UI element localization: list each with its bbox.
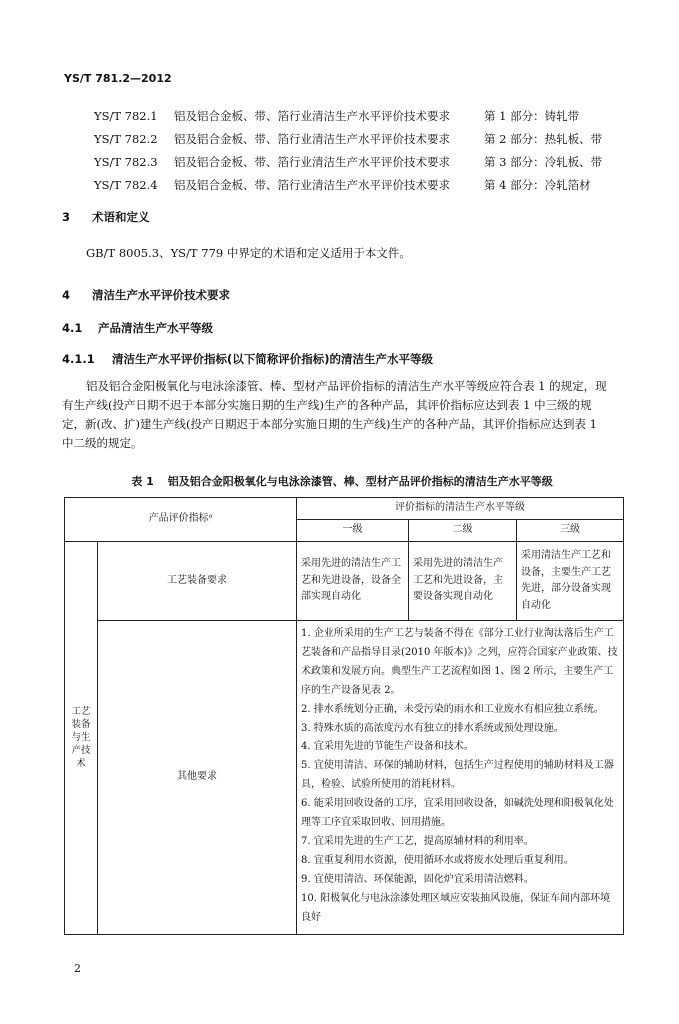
table-1	[64, 497, 624, 935]
part-label: 第 3 部分：冷轧板、带	[484, 155, 603, 169]
part-label: 第 1 部分：铸轧带	[484, 109, 580, 123]
list-item	[94, 154, 602, 170]
requirement-item: 2. 排水系统划分正确，未受污染的雨水和工业废水有相应独立系统。	[301, 703, 604, 715]
part-title: 铝及铝合金板、带、箔行业清洁生产水平评价技术要求	[174, 109, 450, 123]
equipment-level-3: 采用清洁生产工艺和设备，主要生产工艺先进，部分设备实现自动化	[517, 542, 624, 621]
section-number: 4	[62, 288, 71, 302]
requirement-item: 10. 阳极氧化与电泳涂漆处理区域应安装抽风设施，保证车间内部环境良好	[301, 892, 611, 923]
section-title: 产品清洁生产水平等级	[98, 321, 213, 335]
part-label: 第 4 部分：冷轧箔材	[484, 178, 591, 192]
category-cell: 工艺装备与生产技术	[65, 542, 98, 935]
part-code: YS/T 782.1	[94, 109, 158, 123]
requirement-item: 8. 宜重复利用水资源，使用循环水或将废水处理后重复利用。	[301, 854, 574, 866]
standard-code-header: YS/T 781.2—2012	[64, 72, 172, 85]
requirement-item: 1. 企业所采用的生产工艺与装备不得在《部分工业行业淘汰落后生产工艺装备和产品指导目录(2010 年版本)》之列，应符合国家产业政策、技术政策和发展方向。典型生产工艺流程如图 1、图 2 所示，主要生产工序的生产设备见表 2。	[301, 628, 618, 696]
other-row-name: 其他要求	[98, 621, 297, 935]
equipment-level-1: 采用先进的清洁生产工艺和先进设备，设备全部实现自动化	[297, 542, 409, 621]
part-title: 铝及铝合金板、带、箔行业清洁生产水平评价技术要求	[174, 155, 450, 169]
requirement-item: 4. 宜采用先进的节能生产设备和技术。	[301, 741, 474, 753]
part-label: 第 2 部分：热轧板、带	[484, 132, 603, 146]
table-number: 表 1	[131, 475, 154, 488]
section-number: 3	[62, 210, 71, 224]
page-number: 2	[74, 962, 81, 975]
requirement-item: 5. 宜使用清洁、环保的辅助材料，包括生产过程使用的辅助材料及工器具，检验、试验所使用的消耗材料。	[301, 760, 614, 791]
list-item	[94, 177, 591, 193]
table-caption	[62, 473, 622, 489]
other-requirements	[297, 621, 624, 935]
requirement-item: 6. 能采用回收设备的工序，宜采用回收设备，如碱洗处理和阳极氧化处理等工序宜采取回收、回用措施。	[301, 798, 614, 829]
level-3-header: 三级	[517, 520, 624, 542]
levels-header: 评价指标的清洁生产水平等级	[297, 498, 624, 520]
requirement-item: 9. 宜使用清洁、环保能源，固化炉宜采用清洁燃料。	[301, 873, 534, 885]
equipment-level-2: 采用先进的清洁生产工艺和先进设备，主要设备实现自动化	[409, 542, 517, 621]
indicator-header: 产品评价指标ᵃ	[65, 498, 297, 542]
section-title: 清洁生产水平评价技术要求	[92, 288, 230, 302]
section-title: 术语和定义	[92, 210, 150, 224]
requirement-item: 3. 特殊水质的高浓度污水有独立的排水系统或预处理设施。	[301, 722, 564, 734]
section-3-heading	[62, 209, 150, 225]
requirement-item: 7. 宜采用先进的生产工艺，提高原辅材料的利用率。	[301, 835, 534, 847]
section-4-1-heading	[62, 320, 213, 336]
level-1-header: 一级	[297, 520, 409, 542]
part-title: 铝及铝合金板、带、箔行业清洁生产水平评价技术要求	[174, 132, 450, 146]
table-title: 铝及铝合金阳极氧化与电泳涂漆管、棒、型材产品评价指标的清洁生产水平等级	[167, 475, 553, 488]
list-item	[94, 108, 579, 124]
section-4-1-1-paragraph: 铝及铝合金阳极氧化与电泳涂漆管、棒、型材产品评价指标的清洁生产水平等级应符合表 1 的规定，现有生产线(投产日期不迟于本部分实施日期的生产线)生产的各种产品，其评价指标应达到表 1 中三级的规定，新(改、扩)建生产线(投产日期迟于本部分实施日期的生产线)生产的各种产品，其评价指标应达到表 1 中二级的规定。	[62, 379, 607, 450]
part-code: YS/T 782.2	[94, 132, 158, 146]
equipment-row-name: 工艺装备要求	[98, 542, 297, 621]
section-3-text: GB/T 8005.3、YS/T 779 中界定的术语和定义适用于本文件。	[86, 246, 411, 260]
part-code: YS/T 782.4	[94, 178, 158, 192]
part-title: 铝及铝合金板、带、箔行业清洁生产水平评价技术要求	[174, 178, 450, 192]
section-4-heading	[62, 287, 230, 303]
section-number: 4.1	[62, 321, 83, 335]
level-2-header: 二级	[409, 520, 517, 542]
section-4-1-1-heading	[62, 351, 433, 367]
list-item	[94, 131, 602, 147]
section-title: 清洁生产水平评价指标(以下简称评价指标)的清洁生产水平等级	[112, 352, 434, 366]
part-code: YS/T 782.3	[94, 155, 158, 169]
section-number: 4.1.1	[62, 352, 95, 366]
